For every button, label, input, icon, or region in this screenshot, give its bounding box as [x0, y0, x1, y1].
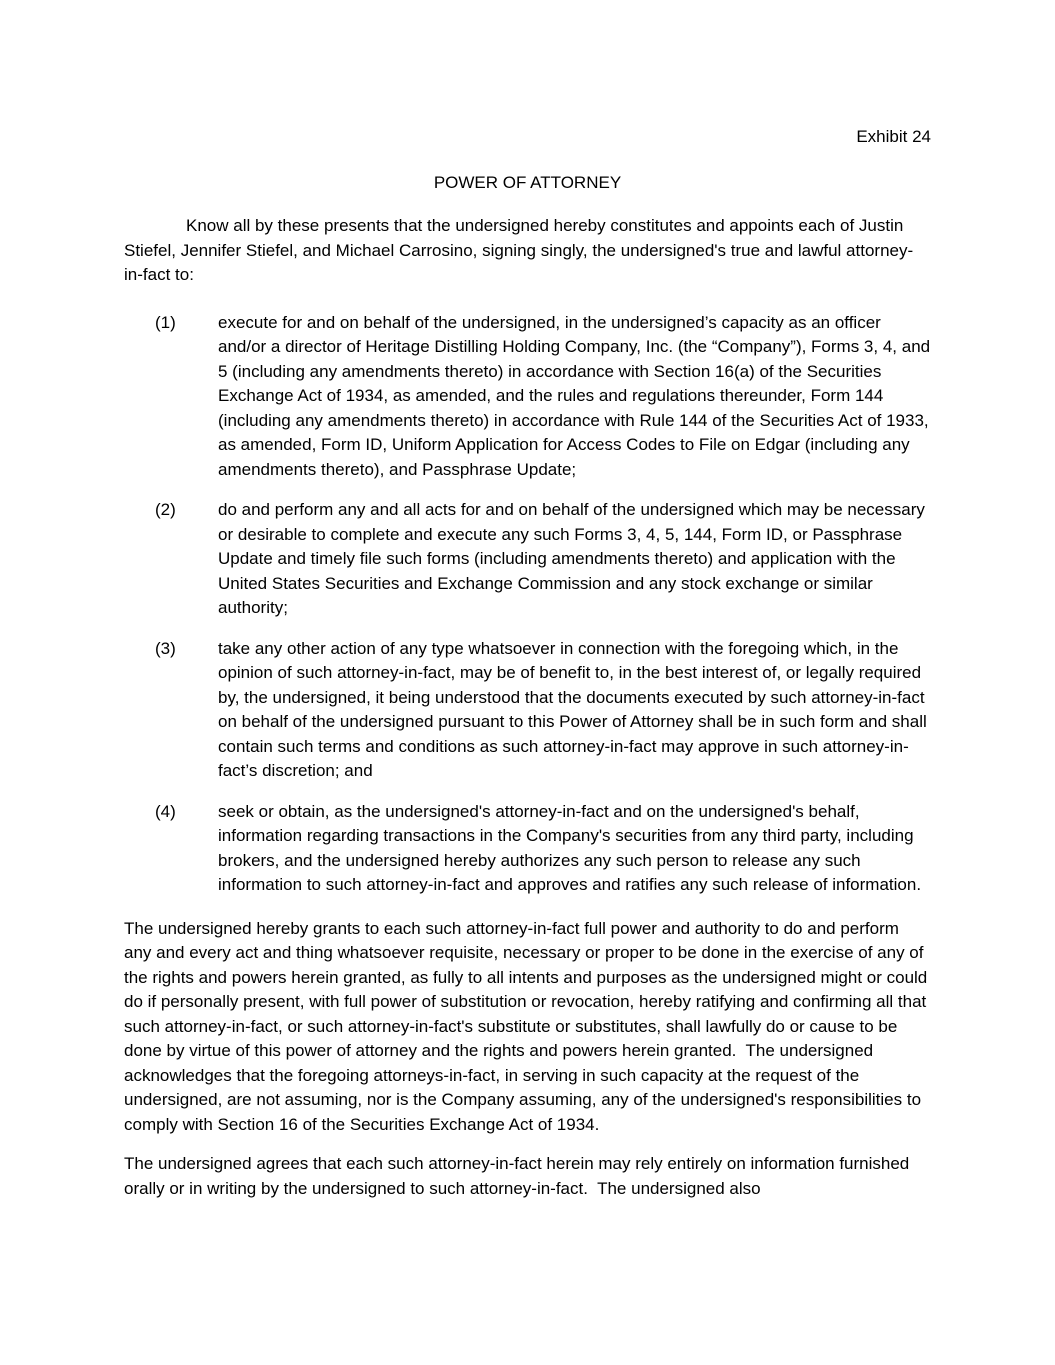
list-item-number: (4) — [155, 801, 176, 821]
list-item-2 — [124, 498, 931, 621]
list-item-text: do and perform any and all acts for and on behalf of the undersigned which may be necessary or desirable to complete and execute any such Forms 3, 4, 5, 144, Form ID, or Passphrase Update and timely file such forms (including amendments thereto) and application with the United States Securities and Exchange Commission and any stock exchange or similar authority; — [218, 500, 930, 617]
reliance-paragraph: The undersigned agrees that each such attorney-in-fact herein may rely entirely on information furnished orally or in writing by the undersigned to such attorney-in-fact. The undersigned also — [124, 1154, 914, 1198]
intro-paragraph: Know all by these presents that the undersigned hereby constitutes and appoints each of Justin Stiefel, Jennifer Stiefel, and Michael Carrosino, signing singly, the undersigned's true and lawful attorney-in-fact to: — [124, 216, 914, 284]
poa-list — [124, 311, 935, 898]
list-item-text: take any other action of any type whatsoever in connection with the foregoing which, in the opinion of such attorney-in-fact, may be of benefit to, in the best interest of, or legally required by, the undersigned, it being understood that the documents executed by such attorney-in-fact on behalf of the undersigned pursuant to this Power of Attorney shall be in such form and shall contain such terms and conditions as such attorney-in-fact may approve in such attorney-in-fact’s discretion; and — [218, 638, 932, 780]
document-title: POWER OF ATTORNEY — [433, 172, 622, 192]
list-item-3 — [124, 637, 931, 784]
grant-paragraph: The undersigned hereby grants to each such attorney-in-fact full power and authority to do and perform any and every act and thing whatsoever requisite, necessary or proper to be done in the exercise of any of the rights and powers herein granted, as fully to all intents and purposes as the undersigned might or could do if personally present, with full power of substitution or revocation, hereby ratifying and confirming all that such attorney-in-fact, or such attorney-in-fact's substitute or substitutes, shall lawfully do or cause to be done by virtue of this power of attorney and the rights and powers herein granted. The undersigned acknowledges that the foregoing attorneys-in-fact, in serving in such capacity at the request of the undersigned, are not assuming, nor is the Company assuming, any of the undersigned's responsibilities to comply with Section 16 of the Securities Exchange Act of 1934. — [124, 918, 933, 1134]
list-item-text: execute for and on behalf of the undersigned, in the undersigned’s capacity as an officer and/or a director of Heritage Distilling Holding Company, Inc. (the “Company”), Forms 3, 4, and 5 (including any amendments thereto) in accordance with Section 16(a) of the Securities Exchange Act of 1934, as amended, and the rules and regulations thereunder, Form 144 (including any amendments thereto) in accordance with Rule 144 of the Securities Act of 1933, as amended, Form ID, Uniform Application for Access Codes to File on Edgar (including any amendments thereto), and Passphrase Update; — [218, 312, 935, 479]
list-item-text: seek or obtain, as the undersigned's attorney-in-fact and on the undersigned's behalf, information regarding transactions in the Company's securities from any third party, including brokers, and the undersigned hereby authorizes any such person to release any such information to such attorney-in-fact and approves and ratifies any such release of information. — [218, 801, 922, 894]
list-item-number: (1) — [155, 312, 176, 332]
list-item-number: (2) — [155, 500, 176, 519]
exhibit-label: Exhibit 24 — [856, 127, 931, 146]
list-item-1 — [124, 311, 935, 483]
list-item-number: (3) — [155, 638, 176, 658]
list-item-4 — [124, 800, 931, 898]
